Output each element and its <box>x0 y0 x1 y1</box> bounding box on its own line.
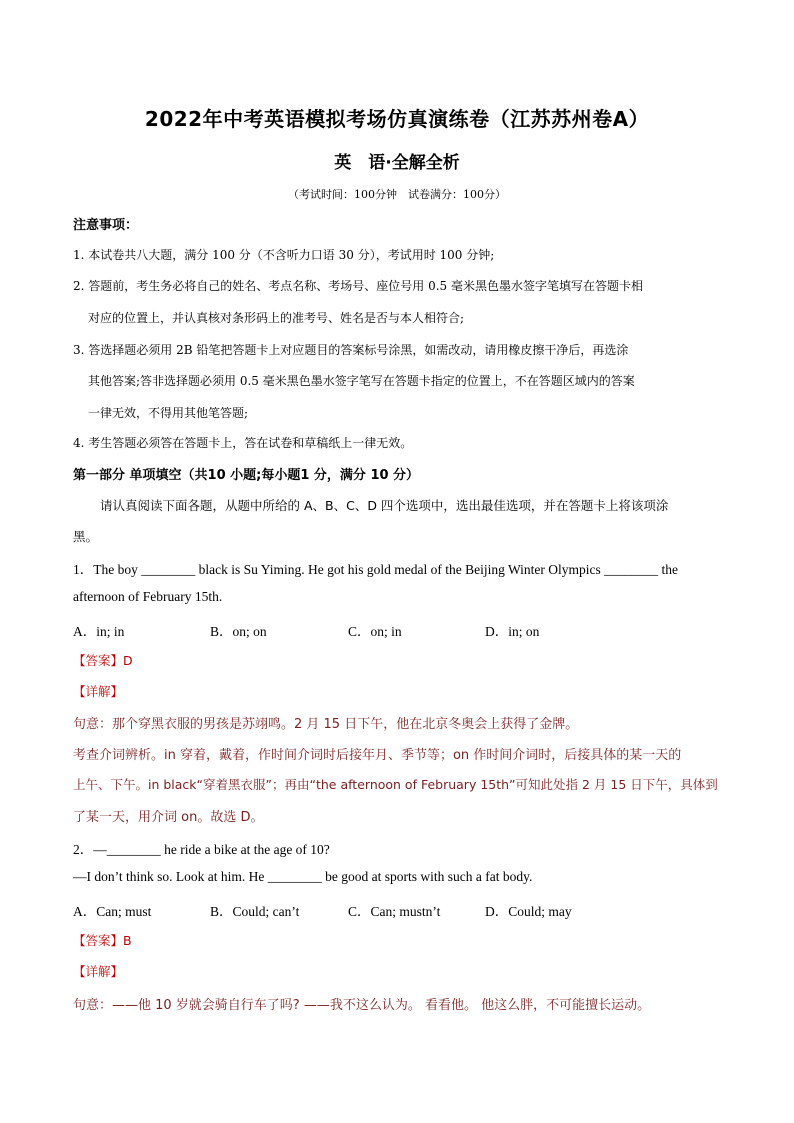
question-1-option-c: C．on; in <box>348 624 402 639</box>
question-2-option-c: C．Can; mustn’t <box>348 904 441 919</box>
question-2-line1: 2．—________ he ride a bike at the age of 10? <box>73 842 330 857</box>
exam-time-info: （考试时间：100分钟 试卷满分：100分） <box>288 188 506 201</box>
note-3-line2: 其他答案;答非选择题必须用 0.5 毫米黑色墨水签字笔写在答题卡指定的位置上，不在答题区域内的答案 <box>88 374 635 388</box>
question-1-line1: 1．The boy ________ black is Su Yiming. He got his gold medal of the Beijing Winter Olympics ________ the <box>73 562 679 577</box>
note-3-line1: 3. 答选择题必须用 2B 铅笔把答题卡上对应题目的答案标号涂黑，如需改动，请用橡皮擦干净后，再选涂 <box>73 343 629 357</box>
page-subtitle: 英 语·全解全析 <box>334 153 460 173</box>
question-1-explain-1: 句意：那个穿黑衣服的男孩是苏翊鸣。2 月 15 日下午，他在北京冬奥会上获得了金牌。 <box>73 717 579 732</box>
question-1-explain-4: 了某一天，用介词 on。故选 D。 <box>73 810 264 825</box>
question-1-line2: afternoon of February 15th. <box>73 589 223 604</box>
question-1-option-a: A．in; in <box>73 624 125 639</box>
question-1-option-d: D．in; on <box>485 624 540 639</box>
section-instructions-line2: 黑。 <box>73 529 99 544</box>
question-1-answer: 【答案】D <box>73 653 133 668</box>
question-2-explain-1: 句意：——他 10 岁就会骑自行车了吗? ——我不这么认为。 看看他。 他这么胖，不可能擅长运动。 <box>73 998 651 1013</box>
question-2-detail-label: 【详解】 <box>73 964 124 979</box>
question-1-detail-label: 【详解】 <box>73 684 124 699</box>
question-2-option-a: A．Can; must <box>73 904 152 919</box>
note-1: 1. 本试卷共八大题，满分 100 分（不含听力口语 30 分），考试用时 100 分钟; <box>73 248 495 262</box>
note-2-line1: 2. 答题前，考生务必将自己的姓名、考点名称、考场号、座位号用 0.5 毫米黑色墨水签字笔填写在答题卡相 <box>73 279 643 293</box>
note-2-line2: 对应的位置上，并认真核对条形码上的准考号、姓名是否与本人相符合; <box>88 311 465 325</box>
note-3-line3: 一律无效，不得用其他笔答题; <box>88 406 249 420</box>
question-2-answer: 【答案】B <box>73 933 132 948</box>
question-2-option-d: D．Could; may <box>485 904 572 919</box>
question-1-explain-2: 考查介词辨析。in 穿着，戴着，作时间介词时后接年月、季节等；on 作时间介词时，后接具体的某一天的 <box>73 748 682 763</box>
question-1-option-b: B．on; on <box>210 624 267 639</box>
section-heading: 第一部分 单项填空（共10 小题;每小题1 分，满分 10 分） <box>73 468 420 483</box>
question-1-explain-3: 上午、下午。in black“穿着黑衣服”；再由“the afternoon of February 15th”可知此处指 2 月 15 日下午，具体到 <box>73 777 718 792</box>
section-instructions-line1: 请认真阅读下面各题，从题中所给的 A、B、C、D 四个选项中，选出最佳选项，并在答题卡上将该项涂 <box>100 498 669 513</box>
question-2-option-b: B．Could; can’t <box>210 904 300 919</box>
note-4: 4. 考生答题必须答在答题卡上，答在试卷和草稿纸上一律无效。 <box>73 436 413 450</box>
question-2-line2: —I don’t think so. Look at him. He ________ be good at sports with such a fat body. <box>73 869 533 884</box>
page-title: 2022年中考英语模拟考场仿真演练卷（江苏苏州卷A） <box>144 107 650 131</box>
notes-heading: 注意事项： <box>73 218 139 233</box>
